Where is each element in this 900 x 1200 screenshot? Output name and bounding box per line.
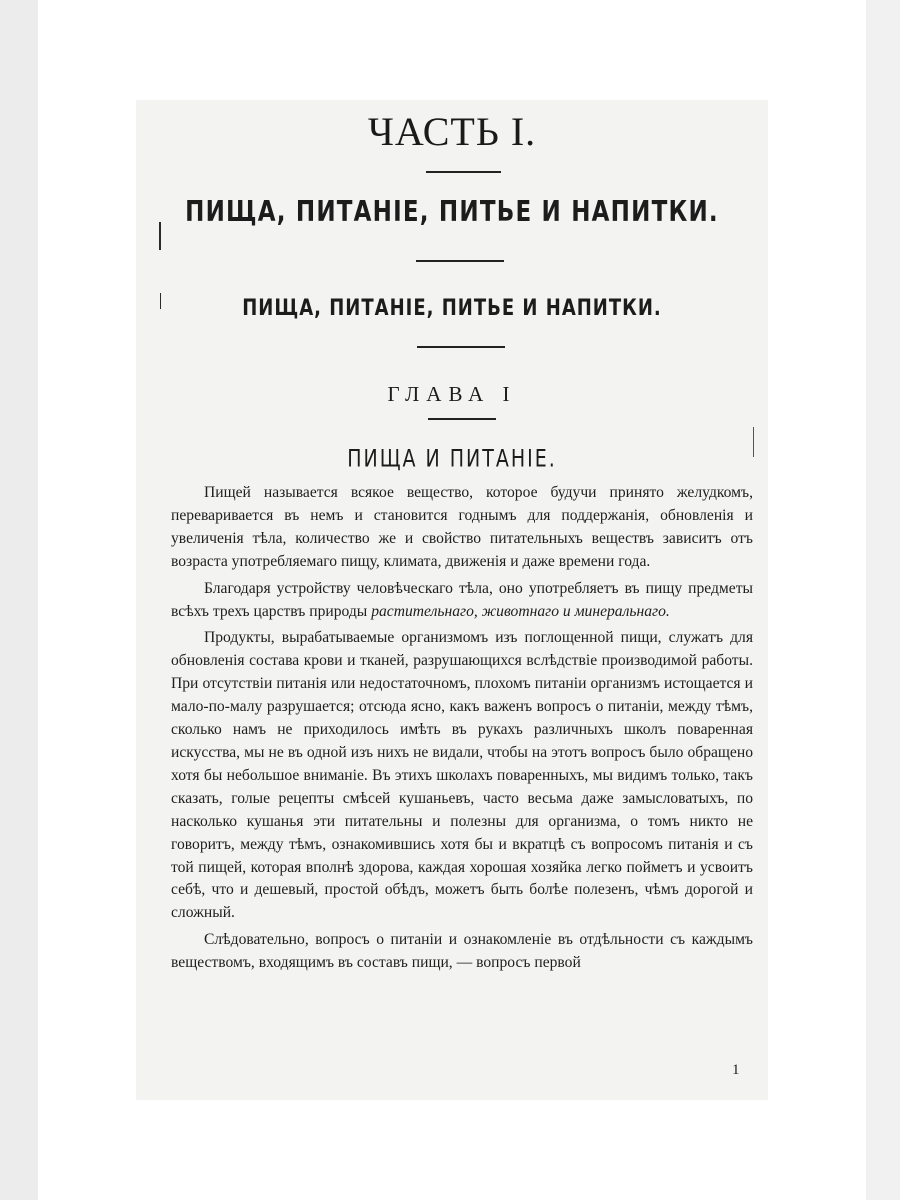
divider-rule	[426, 171, 501, 173]
subsection-title: ПИЩА, ПИТАНІЕ, ПИТЬЕ И НАПИТКИ.	[242, 295, 662, 322]
body-text	[171, 482, 753, 979]
divider-rule	[416, 260, 504, 262]
book-page	[136, 100, 768, 1100]
scan-margin-right	[866, 0, 900, 1200]
chapter-title: ПИЩА И ПИТАНІЕ.	[347, 445, 557, 473]
page-number: 1	[732, 1062, 740, 1078]
paragraph-text: Благодаря устройству человѣческаго тѣла, оно употребляетъ въ пищу предметы всѣхъ трехъ царствъ природы	[171, 579, 753, 620]
chapter-label: ГЛАВА I	[387, 382, 517, 406]
italic-phrase: растительнаго, животнаго и минеральнаго.	[371, 602, 670, 620]
divider-rule	[428, 418, 496, 420]
paragraph: Продукты, вырабатываемые организмомъ изъ поглощенной пищи, служатъ для обновленія состава крови и тканей, разрушающихся вслѣдствіе производимой работы. При отсутствіи питанія или недостаточномъ, плохомъ питаніи организмъ истощается и мало-по-малу разрушается; отсюда ясно, какъ важенъ вопросъ о питаніи, между тѣмъ, сколько намъ не приходилось имѣть въ рукахъ различныхъ школъ поваренная искусства, мы не въ одной изъ нихъ не видали, чтобы на этотъ вопросъ было обращено хотя бы небольшое вниманіе. Въ этихъ школахъ поваренныхъ, мы видимъ только, такъ сказать, голые рецепты смѣсей кушаньевъ, часто весьма даже замысловатыхъ, по насколько кушанья эти питательны и полезны для организма, о томъ никто не говоритъ, между тѣмъ, ознакомившись хотя бы и вкратцѣ съ вопросомъ питанія и съ той пищей, которая вполнѣ здорова, каждая хорошая хозяйка легко пойметъ и усвоитъ себѣ, что и дешевый, простой обѣдъ, можетъ быть болѣе полезенъ, чѣмъ дорогой и сложный.	[171, 629, 753, 922]
divider-rule	[417, 346, 505, 348]
paragraph: Пищей называется всякое вещество, которое будучи принято желудкомъ, перевариваeтся въ немъ и становится годнымъ для поддержанія, обновленія и увеличенія тѣла, количество же и свойство питательныхъ веществъ зависитъ отъ возраста употребляемаго пищу, климата, движенія и даже времени года.	[171, 484, 753, 570]
paragraph: Слѣдовательно, вопросъ о питаніи и ознакомленіе въ отдѣльности съ каждымъ веществомъ, входящимъ въ составъ пищи, — вопросъ первой	[171, 931, 753, 972]
part-title: ЧАСТЬ I.	[367, 109, 537, 154]
scan-margin-left	[0, 0, 38, 1200]
paragraph	[171, 578, 753, 624]
section-title: ПИЩА, ПИТАНІЕ, ПИТЬЕ И НАПИТКИ.	[185, 196, 719, 229]
